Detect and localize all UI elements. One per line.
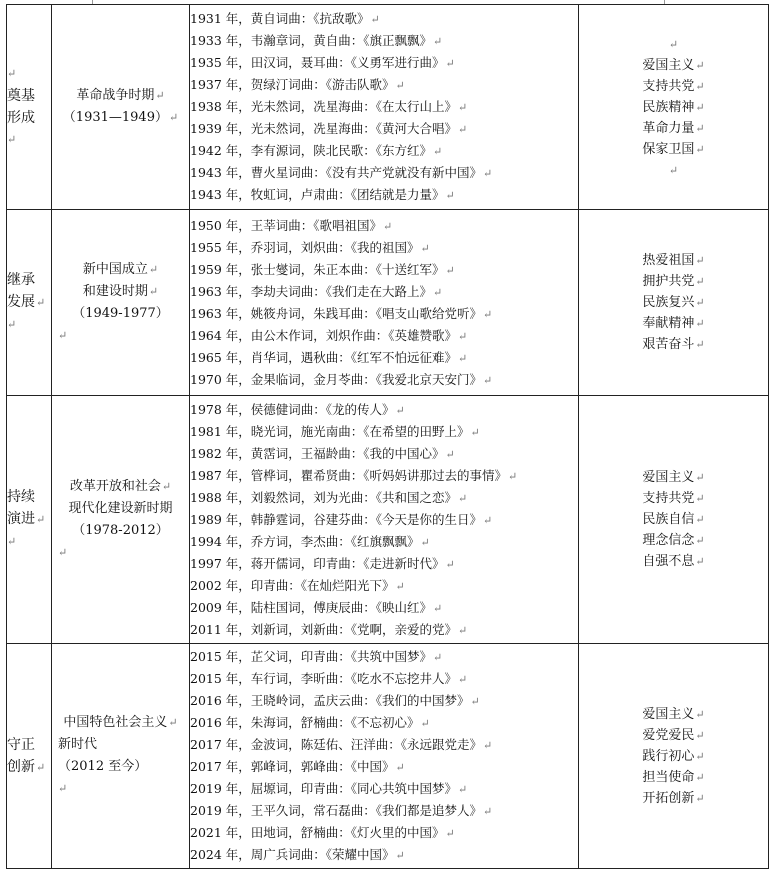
period-label-line: 和建设时期 (82, 283, 148, 299)
stage-cell: 守正 创新↵ (7, 644, 52, 869)
theme-item: 担当使命 (642, 769, 695, 785)
song-entry: 1959 年，张士燮词，朱正本曲：《十送红军》↵ (190, 261, 455, 277)
theme-item: 爱国主义 (642, 706, 695, 722)
works-cell (190, 5, 579, 210)
theme-item: 民族精神 (642, 99, 695, 115)
theme-item: 支持共党 (642, 491, 695, 506)
stage-label-line: 继承 (7, 272, 35, 288)
stage-label-line: 发展 (7, 294, 35, 310)
paragraph-mark: ↵ (668, 37, 679, 51)
song-entry: 2017 年，郭峰词，郭峰曲：《中国》↵ (190, 759, 405, 774)
theme-item: 奉献精神 (642, 316, 695, 331)
theme-item: 民族自信 (642, 512, 695, 527)
song-entry: 1963 年，李劫夫词曲：《我们走在大路上》↵ (190, 283, 443, 299)
stage-label-line: 创新 (7, 758, 35, 775)
theme-item: 民族复兴 (642, 295, 695, 310)
stage-cell: 持续 演进↵ ↵ (7, 396, 52, 644)
theme-item: 爱国主义 (642, 57, 695, 73)
period-label-line: 新时代 (58, 737, 98, 752)
song-entry: 1938 年，光未然词，冼星海曲：《在太行山上》↵ (190, 99, 468, 114)
period-cell: 改革开放和社会↵ 现代化建设新时期 （1978-2012） ↵ (52, 396, 190, 644)
works-cell (190, 644, 579, 869)
themes-cell: 热爱祖国↵ 拥护共党↵ 民族复兴↵ 奉献精神↵ 艰苦奋斗↵ (579, 210, 769, 396)
stage-cell: 继承 发展↵ ↵ (7, 210, 52, 396)
works-cell (190, 396, 579, 644)
stage-label-line: 持续 (7, 489, 35, 505)
themes-cell: 爱国主义↵ 支持共党↵ 民族自信↵ 理念信念↵ 自强不息↵ (579, 396, 769, 644)
song-entry: 2016 年，朱海词，舒楠曲：《不忘初心》↵ (190, 715, 430, 730)
stage-label-line: 奠基 (7, 88, 35, 104)
song-entry: 1943 年，曹火星词曲：《没有共产党就没有新中国》↵ (190, 165, 493, 180)
song-entry: 2011 年，刘新词，刘新曲：《党啊，亲爱的党》↵ (190, 621, 468, 637)
song-entry: 1963 年，姚筱舟词，朱践耳曲：《唱支山歌给党听》↵ (190, 305, 493, 321)
song-entry: 1989 年，韩静霆词，谷建芬曲：《今天是你的生日》↵ (190, 511, 493, 527)
period-label-line: 改革开放和社会 (69, 478, 161, 494)
song-entry: 1970 年，金果临词，金月苓曲：《我爱北京天安门》↵ (190, 371, 493, 387)
theme-item: 爱国主义 (642, 470, 695, 485)
theme-item: 开拓创新 (642, 790, 695, 806)
theme-item: 热爱祖国 (642, 253, 695, 268)
song-entry: 1981 年，晓光词，施光南曲：《在希望的田野上》↵ (190, 423, 480, 439)
song-entry: 2019 年，屈塬词，印青曲：《同心共筑中国梦》↵ (190, 781, 468, 796)
song-entry: 2024 年，周广兵词曲：《荣耀中国》↵ (190, 847, 405, 862)
song-entry: 1950 年，王莘词曲：《歌唱祖国》↵ (190, 217, 393, 233)
paragraph-mark: ↵ (7, 67, 17, 80)
song-entry: 1997 年，蒋开儒词，印青曲：《走进新时代》↵ (190, 555, 455, 571)
song-entry: 2009 年，陆柱国词，傅庚辰曲：《映山红》↵ (190, 599, 443, 615)
theme-item: 拥护共党 (642, 274, 695, 289)
song-entry: 1978 年，侯德健词曲：《龙的传人》↵ (190, 401, 405, 417)
table-row-development (7, 210, 769, 396)
paragraph-mark: ↵ (7, 535, 17, 548)
theme-item: 保家卫国 (642, 141, 695, 157)
song-entry: 1939 年，光未然词，冼星海曲：《黄河大合唱》↵ (190, 121, 468, 136)
works-cell (190, 210, 579, 396)
period-label-line: （1978-2012） (72, 522, 169, 538)
period-label-line: （1949-1977） (72, 305, 169, 321)
song-entry: 1982 年，黄霑词，王福龄曲：《我的中国心》↵ (190, 445, 455, 461)
theme-item: 自强不息 (642, 554, 695, 569)
theme-item: 理念信念 (642, 533, 695, 548)
song-entry: 1955 年，乔羽词，刘炽曲：《我的祖国》↵ (190, 239, 430, 255)
song-entry: 1965 年，肖华词，遇秋曲：《红军不怕远征难》↵ (190, 349, 468, 365)
song-entry: 2021 年，田地词，舒楠曲：《灯火里的中国》↵ (190, 825, 455, 840)
period-label-line: 革命战争时期 (76, 88, 155, 103)
song-entry: 1933 年，韦瀚章词，黄自曲：《旗正飘飘》↵ (190, 33, 443, 48)
song-entry: 2002 年，印青曲：《在灿烂阳光下》↵ (190, 577, 405, 593)
period-label-line: （1931—1949） (62, 110, 168, 125)
song-entry: 1935 年，田汉词，聂耳曲：《义勇军进行曲》↵ (190, 55, 455, 70)
period-label-line: （2012 至今） (58, 759, 148, 774)
period-cell: 革命战争时期↵ （1931—1949）↵ (52, 5, 190, 210)
paragraph-mark: ↵ (58, 545, 68, 559)
paragraph-mark: ↵ (7, 133, 17, 146)
song-entry: 2017 年，金波词，陈廷佑、汪洋曲：《永远跟党走》↵ (190, 737, 493, 752)
stage-cell (7, 5, 52, 210)
theme-item: 艰苦奋斗 (642, 337, 695, 352)
song-entry: 1942 年，李有源词，陕北民歌：《东方红》↵ (190, 143, 443, 158)
paragraph-mark: ↵ (668, 163, 679, 177)
paragraph-mark: ↵ (58, 328, 68, 342)
period-label-line: 中国特色社会主义 (63, 715, 168, 730)
song-entry: 1987 年，管桦词，瞿希贤曲：《听妈妈讲那过去的事情》↵ (190, 467, 518, 483)
themes-cell: 爱国主义↵ 爱党爱民↵ 践行初心↵ 担当使命↵ 开拓创新↵ (579, 644, 769, 869)
song-entry: 1964 年，由公木作词，刘炽作曲：《英雄赞歌》↵ (190, 327, 468, 343)
song-entry: 2015 年，车行词，李昕曲：《吃水不忘挖井人》↵ (190, 671, 468, 686)
song-entry: 2019 年，王平久词，常石磊曲：《我们都是追梦人》↵ (190, 803, 493, 818)
stage-label-line: 演进 (7, 511, 35, 527)
period-cell: 新中国成立↵ 和建设时期↵ （1949-1977） ↵ (52, 210, 190, 396)
patriotic-songs-table (6, 4, 769, 869)
theme-item: 爱党爱民 (642, 727, 695, 743)
period-cell: 中国特色社会主义↵ 新时代 （2012 至今） ↵ (52, 644, 190, 869)
song-entry: 1994 年，乔方词，李杰曲：《红旗飘飘》↵ (190, 533, 430, 549)
stage-label-line: 形成 (7, 110, 35, 126)
theme-item: 革命力量 (642, 120, 695, 136)
themes-cell: ↵ 爱国主义↵ 支持共党↵ 民族精神↵ 革命力量↵ 保家卫国↵ ↵ (579, 5, 769, 210)
song-entry: 1988 年，刘毅然词，刘为光曲：《共和国之恋》↵ (190, 489, 468, 505)
period-label-line: 新中国成立 (82, 261, 148, 277)
table-row-new-era (7, 644, 769, 869)
paragraph-mark: ↵ (7, 318, 17, 331)
theme-item: 支持共党 (642, 78, 695, 94)
song-entry: 2016 年，王晓岭词，孟庆云曲：《我们的中国梦》↵ (190, 693, 480, 708)
song-entry: 1943 年，牧虹词，卢肃曲：《团结就是力量》↵ (190, 187, 455, 202)
paragraph-mark: ↵ (58, 782, 68, 795)
period-label-line: 现代化建设新时期 (68, 500, 173, 516)
table-row-founding (7, 5, 769, 210)
song-entry: 1937 年，贺绿汀词曲：《游击队歌》↵ (190, 77, 405, 92)
song-entry: 2015 年，芷父词，印青曲：《共筑中国梦》↵ (190, 649, 443, 664)
song-entry: 1931 年，黄自词曲：《抗敌歌》↵ (190, 11, 380, 26)
stage-label-line: 守正 (7, 736, 35, 753)
theme-item: 践行初心 (642, 748, 695, 764)
table-row-reform (7, 396, 769, 644)
